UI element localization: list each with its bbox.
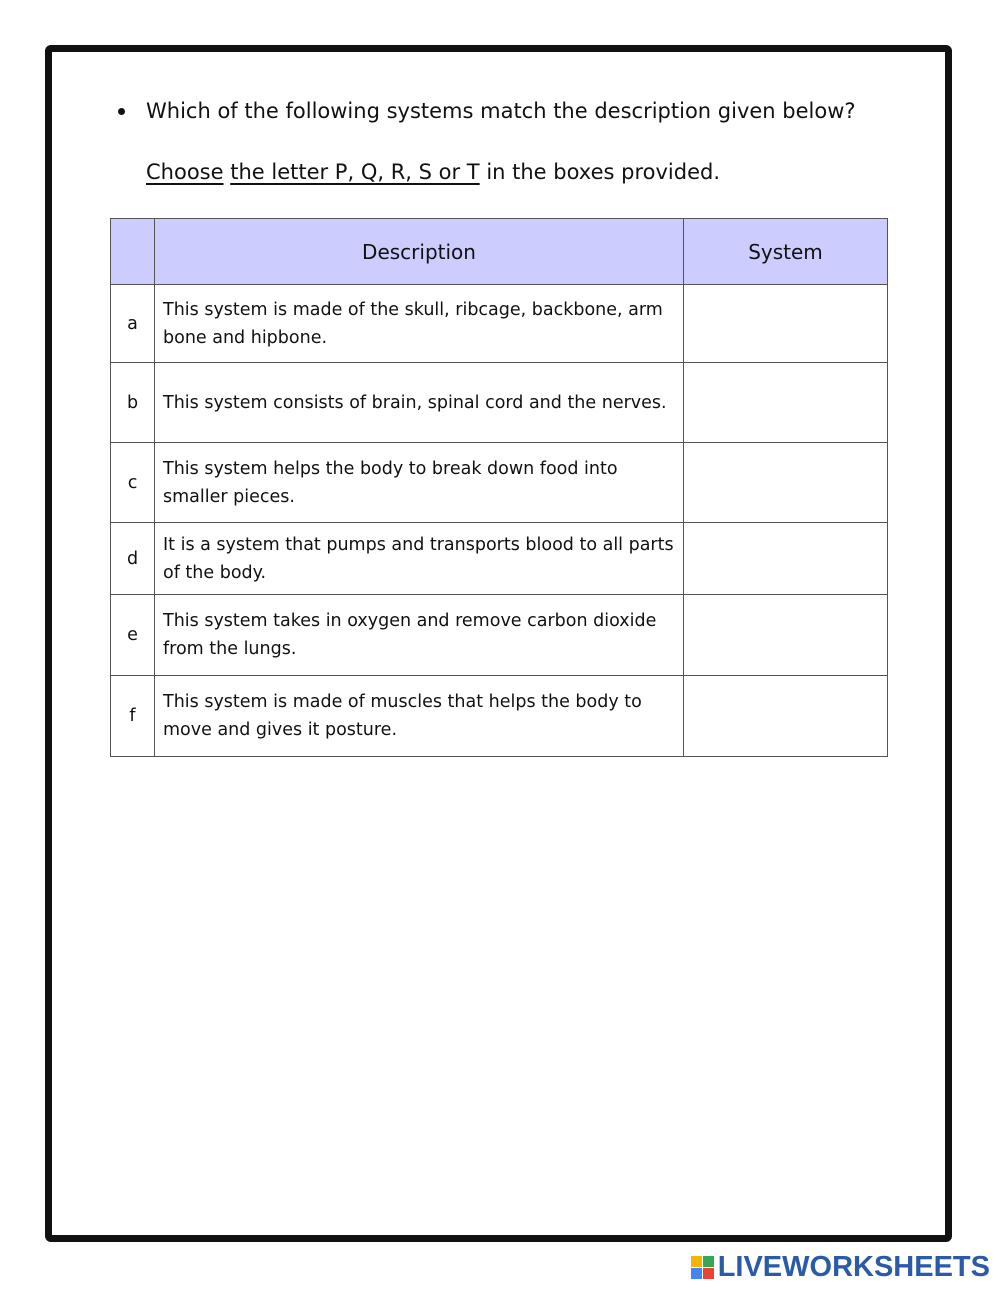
instruction-rest: in the boxes provided. [479, 160, 720, 184]
row-description: This system helps the body to break down food into smaller pieces. [155, 443, 684, 523]
row-letter: b [111, 363, 155, 443]
row-description: This system takes in oxygen and remove carbon dioxide from the lungs. [155, 595, 684, 676]
header-system: System [684, 219, 888, 285]
instruction-choose: Choose [146, 160, 224, 184]
row-letter: f [111, 676, 155, 757]
table-row [111, 676, 888, 757]
systems-table [110, 218, 888, 757]
answer-box[interactable] [684, 676, 888, 757]
row-description: This system is made of the skull, ribcage, backbone, arm bone and hipbone. [155, 285, 684, 363]
answer-box[interactable] [684, 443, 888, 523]
table-header-row [111, 219, 888, 285]
row-letter: e [111, 595, 155, 676]
liveworksheets-brand [691, 1250, 990, 1284]
row-letter: c [111, 443, 155, 523]
answer-box[interactable] [684, 595, 888, 676]
table-row [111, 443, 888, 523]
row-letter: d [111, 523, 155, 595]
row-letter: a [111, 285, 155, 363]
instruction [146, 157, 720, 187]
liveworksheets-logo-icon [691, 1256, 714, 1279]
answer-box[interactable] [684, 285, 888, 363]
question-text: Which of the following systems match the description given below? [146, 99, 856, 123]
table-row [111, 363, 888, 443]
table-row [111, 595, 888, 676]
row-description: This system consists of brain, spinal cord and the nerves. [155, 363, 684, 443]
header-letter [111, 219, 155, 285]
header-description: Description [155, 219, 684, 285]
table-row [111, 285, 888, 363]
bullet-icon [118, 108, 125, 115]
answer-box[interactable] [684, 363, 888, 443]
instruction-letters: the letter P, Q, R, S or T [230, 160, 480, 184]
row-description: This system is made of muscles that helps the body to move and gives it posture. [155, 676, 684, 757]
row-description: It is a system that pumps and transports blood to all parts of the body. [155, 523, 684, 595]
brand-text: LIVEWORKSHEETS [717, 1250, 990, 1283]
table-row [111, 523, 888, 595]
answer-box[interactable] [684, 523, 888, 595]
